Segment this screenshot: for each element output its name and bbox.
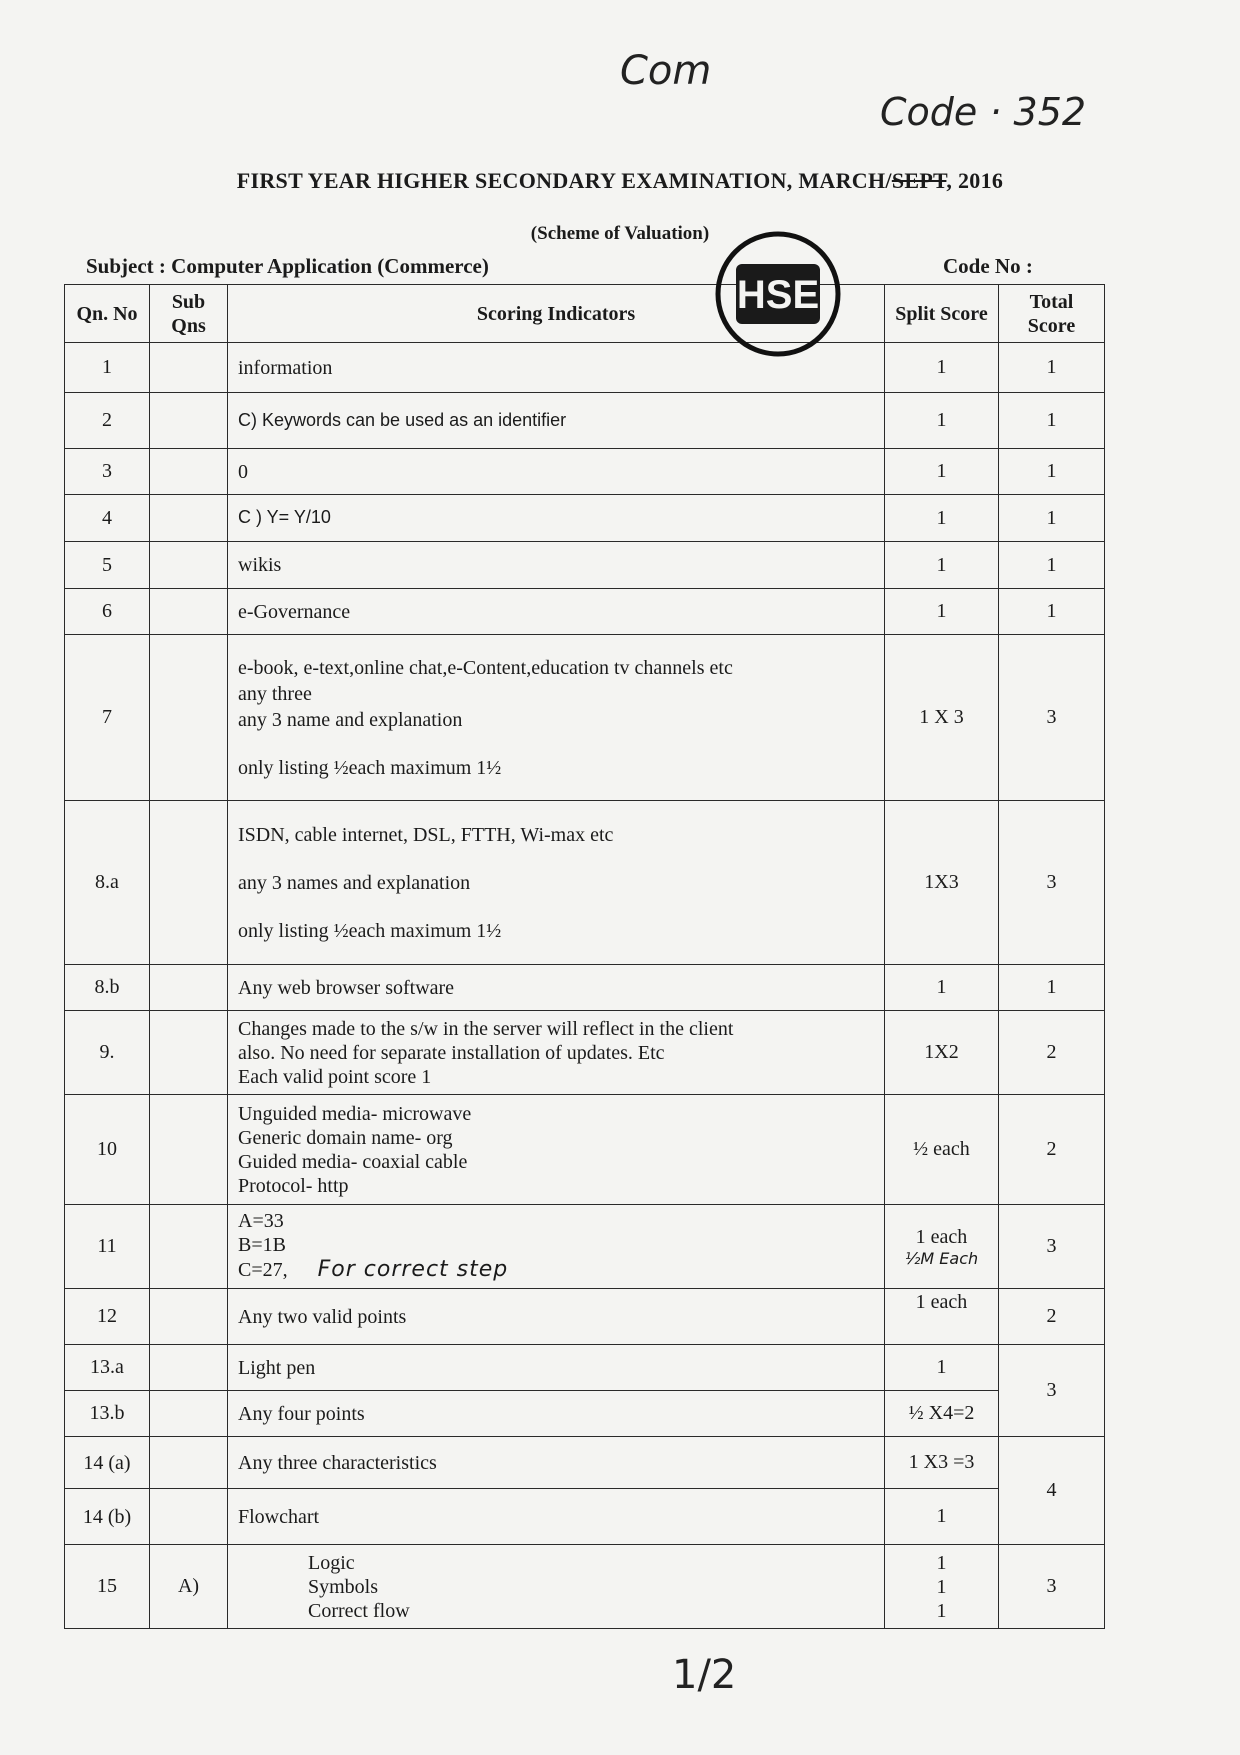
table-row bbox=[65, 1095, 1105, 1205]
cell-text-line: Each valid point score 1 bbox=[238, 1065, 432, 1088]
table-row bbox=[65, 1205, 1105, 1289]
cell-split-score: ½ X4=2 bbox=[885, 1391, 999, 1437]
cell-text-line: any three bbox=[238, 682, 312, 705]
table-row bbox=[65, 1011, 1105, 1095]
cell-text-line: C=27, bbox=[238, 1259, 288, 1282]
cell-total-score: 3 bbox=[999, 635, 1105, 801]
cell-text-line: Generic domain name- org bbox=[238, 1126, 453, 1149]
cell-split-score: 1X2 bbox=[885, 1011, 999, 1095]
cell-text-line: only listing ½each maximum 1½ bbox=[238, 919, 502, 942]
cell-question-number: 10 bbox=[65, 1095, 150, 1205]
cell-text-line: e-book, e-text,online chat,e-Content,education tv channels etc bbox=[238, 656, 733, 679]
table-row bbox=[65, 801, 1105, 965]
table-row bbox=[65, 542, 1105, 589]
cell-scoring-indicator: Flowchart bbox=[228, 1489, 885, 1545]
header-sub: Sub Qns bbox=[150, 285, 228, 343]
table-row bbox=[65, 343, 1105, 393]
cell-split-score: 1 bbox=[885, 965, 999, 1011]
cell-question-number: 14 (a) bbox=[65, 1437, 150, 1489]
cell-scoring-indicator: C) Keywords can be used as an identifier bbox=[228, 393, 885, 449]
cell-scoring-indicator bbox=[228, 1545, 885, 1629]
cell-total-score: 3 bbox=[999, 1345, 1105, 1437]
cell-sub-question bbox=[150, 393, 228, 449]
cell-question-number: 15 bbox=[65, 1545, 150, 1629]
cell-text-line: 1 bbox=[936, 1575, 947, 1598]
handwritten-code-note: Code · 352 bbox=[880, 90, 1087, 134]
seal-text: HSE bbox=[736, 273, 820, 317]
cell-split-score: 1 X 3 bbox=[885, 635, 999, 801]
cell-split-score bbox=[885, 1205, 999, 1289]
handwritten-annotation: For correct step bbox=[317, 1257, 509, 1283]
cell-question-number: 3 bbox=[65, 449, 150, 495]
cell-sub-question bbox=[150, 449, 228, 495]
cell-scoring-indicator bbox=[228, 1095, 885, 1205]
cell-question-number: 13.b bbox=[65, 1391, 150, 1437]
cell-scoring-indicator: Any two valid points bbox=[228, 1289, 885, 1345]
table-row bbox=[65, 965, 1105, 1011]
header-total: Total Score bbox=[999, 285, 1105, 343]
cell-scoring-indicator: wikis bbox=[228, 542, 885, 589]
cell-text-line: only listing ½each maximum 1½ bbox=[238, 756, 502, 779]
cell-question-number: 8.b bbox=[65, 965, 150, 1011]
cell-split-score: 1 bbox=[885, 1489, 999, 1545]
cell-scoring-indicator bbox=[228, 1011, 885, 1095]
cell-scoring-indicator: Any four points bbox=[228, 1391, 885, 1437]
cell-question-number: 14 (b) bbox=[65, 1489, 150, 1545]
cell-question-number: 7 bbox=[65, 635, 150, 801]
cell-scoring-indicator: Any web browser software bbox=[228, 965, 885, 1011]
cell-text-line: Protocol- http bbox=[238, 1174, 349, 1197]
cell-total-score: 2 bbox=[999, 1095, 1105, 1205]
cell-question-number: 4 bbox=[65, 495, 150, 542]
cell-total-score: 1 bbox=[999, 542, 1105, 589]
cell-total-score: 1 bbox=[999, 449, 1105, 495]
cell-text-line: Symbols bbox=[308, 1575, 379, 1598]
cell-text-line: Guided media- coaxial cable bbox=[238, 1150, 468, 1173]
cell-sub-question bbox=[150, 965, 228, 1011]
cell-total-score: 2 bbox=[999, 1289, 1105, 1345]
cell-question-number: 5 bbox=[65, 542, 150, 589]
cell-text-line: also. No need for separate installation of updates. Etc bbox=[238, 1041, 665, 1064]
cell-scoring-indicator: Light pen bbox=[228, 1345, 885, 1391]
cell-text-line bbox=[238, 848, 874, 870]
cell-sub-question bbox=[150, 1095, 228, 1205]
handwritten-split-note: ½M Each bbox=[904, 1248, 979, 1268]
cell-sub-question bbox=[150, 1205, 228, 1289]
scheme-subtitle: (Scheme of Valuation) bbox=[530, 223, 710, 244]
header-qn: Qn. No bbox=[65, 285, 150, 343]
cell-split-score: 1X3 bbox=[885, 801, 999, 965]
cell-question-number: 8.a bbox=[65, 801, 150, 965]
handwritten-page-number: 1/2 bbox=[672, 1652, 737, 1698]
code-label: Code No : bbox=[943, 254, 1033, 278]
cell-question-number: 1 bbox=[65, 343, 150, 393]
table-row bbox=[65, 1489, 1105, 1545]
cell-text-line bbox=[238, 733, 874, 755]
cell-total-score: 4 bbox=[999, 1437, 1105, 1545]
cell-text-line: Logic bbox=[308, 1551, 355, 1574]
table-row bbox=[65, 1289, 1105, 1345]
cell-sub-question bbox=[150, 1011, 228, 1095]
cell-sub-question bbox=[150, 1345, 228, 1391]
table-row bbox=[65, 1345, 1105, 1391]
table-row bbox=[65, 1391, 1105, 1437]
cell-split-score: 1 bbox=[885, 449, 999, 495]
cell-sub-question bbox=[150, 1489, 228, 1545]
cell-sub-question bbox=[150, 1391, 228, 1437]
cell-scoring-indicator: 0 bbox=[228, 449, 885, 495]
table-row bbox=[65, 589, 1105, 635]
cell-sub-question bbox=[150, 635, 228, 801]
cell-total-score: 1 bbox=[999, 495, 1105, 542]
cell-question-number: 11 bbox=[65, 1205, 150, 1289]
handwritten-top-mark: Com bbox=[620, 48, 712, 94]
cell-sub-question bbox=[150, 495, 228, 542]
cell-sub-question bbox=[150, 801, 228, 965]
cell-split-score: 1 X3 =3 bbox=[885, 1437, 999, 1489]
cell-text-line: 1 each bbox=[915, 1225, 968, 1248]
header-split: Split Score bbox=[885, 285, 999, 343]
cell-split-score: 1 bbox=[885, 393, 999, 449]
cell-sub-question bbox=[150, 343, 228, 393]
cell-text-line: any 3 name and explanation bbox=[238, 708, 463, 731]
table-header-row bbox=[65, 285, 1105, 343]
cell-text-line: Unguided media- microwave bbox=[238, 1102, 472, 1125]
cell-sub-question bbox=[150, 1437, 228, 1489]
subject-label: Subject : Computer Application (Commerce) bbox=[86, 254, 489, 278]
cell-total-score: 1 bbox=[999, 965, 1105, 1011]
cell-question-number: 6 bbox=[65, 589, 150, 635]
cell-text-line bbox=[238, 1257, 874, 1283]
struck-word: SEPT bbox=[891, 168, 947, 193]
cell-question-number: 12 bbox=[65, 1289, 150, 1345]
table-row bbox=[65, 495, 1105, 542]
cell-split-score: ½ each bbox=[885, 1095, 999, 1205]
cell-text-line: B=1B bbox=[238, 1234, 286, 1257]
cell-scoring-indicator bbox=[228, 801, 885, 965]
cell-question-number: 13.a bbox=[65, 1345, 150, 1391]
cell-total-score: 2 bbox=[999, 1011, 1105, 1095]
cell-total-score: 3 bbox=[999, 1205, 1105, 1289]
table-row bbox=[65, 393, 1105, 449]
cell-split-score: 1 bbox=[885, 589, 999, 635]
cell-split-score: 1 each bbox=[885, 1289, 999, 1345]
cell-question-number: 2 bbox=[65, 393, 150, 449]
cell-sub-question bbox=[150, 1289, 228, 1345]
cell-scoring-indicator bbox=[228, 1205, 885, 1289]
exam-title: FIRST YEAR HIGHER SECONDARY EXAMINATION, MARCH/SEPT, 2016 bbox=[236, 168, 1004, 193]
cell-text-line: Correct flow bbox=[308, 1599, 410, 1622]
cell-text-line: ISDN, cable internet, DSL, FTTH, Wi-max etc bbox=[238, 823, 614, 846]
cell-scoring-indicator: e-Governance bbox=[228, 589, 885, 635]
cell-text-line: 1 bbox=[936, 1551, 947, 1574]
cell-scoring-indicator bbox=[228, 635, 885, 801]
cell-text-line: A=33 bbox=[238, 1210, 284, 1233]
cell-total-score: 1 bbox=[999, 589, 1105, 635]
cell-text-line: 1 bbox=[936, 1599, 947, 1622]
scoring-table bbox=[64, 284, 1105, 1629]
table-row bbox=[65, 449, 1105, 495]
cell-question-number: 9. bbox=[65, 1011, 150, 1095]
table-row bbox=[65, 635, 1105, 801]
cell-scoring-indicator: information bbox=[228, 343, 885, 393]
cell-split-score bbox=[885, 1545, 999, 1629]
cell-text-line bbox=[238, 896, 874, 918]
cell-total-score: 1 bbox=[999, 343, 1105, 393]
cell-split-score: 1 bbox=[885, 1345, 999, 1391]
cell-scoring-indicator: C ) Y= Y/10 bbox=[228, 495, 885, 542]
cell-total-score: 3 bbox=[999, 1545, 1105, 1629]
table-row bbox=[65, 1545, 1105, 1629]
cell-total-score: 3 bbox=[999, 801, 1105, 965]
cell-total-score: 1 bbox=[999, 393, 1105, 449]
cell-sub-question bbox=[150, 542, 228, 589]
cell-text-line: Changes made to the s/w in the server will reflect in the client bbox=[238, 1017, 734, 1040]
hse-seal-stamp bbox=[708, 224, 848, 364]
header-indicators: Scoring Indicators bbox=[228, 285, 885, 343]
cell-text-line: any 3 names and explanation bbox=[238, 871, 471, 894]
cell-split-score: 1 bbox=[885, 542, 999, 589]
cell-sub-question bbox=[150, 589, 228, 635]
cell-scoring-indicator: Any three characteristics bbox=[228, 1437, 885, 1489]
table-row bbox=[65, 1437, 1105, 1489]
cell-sub-question: A) bbox=[150, 1545, 228, 1629]
cell-split-score: 1 bbox=[885, 495, 999, 542]
cell-split-score: 1 bbox=[885, 343, 999, 393]
